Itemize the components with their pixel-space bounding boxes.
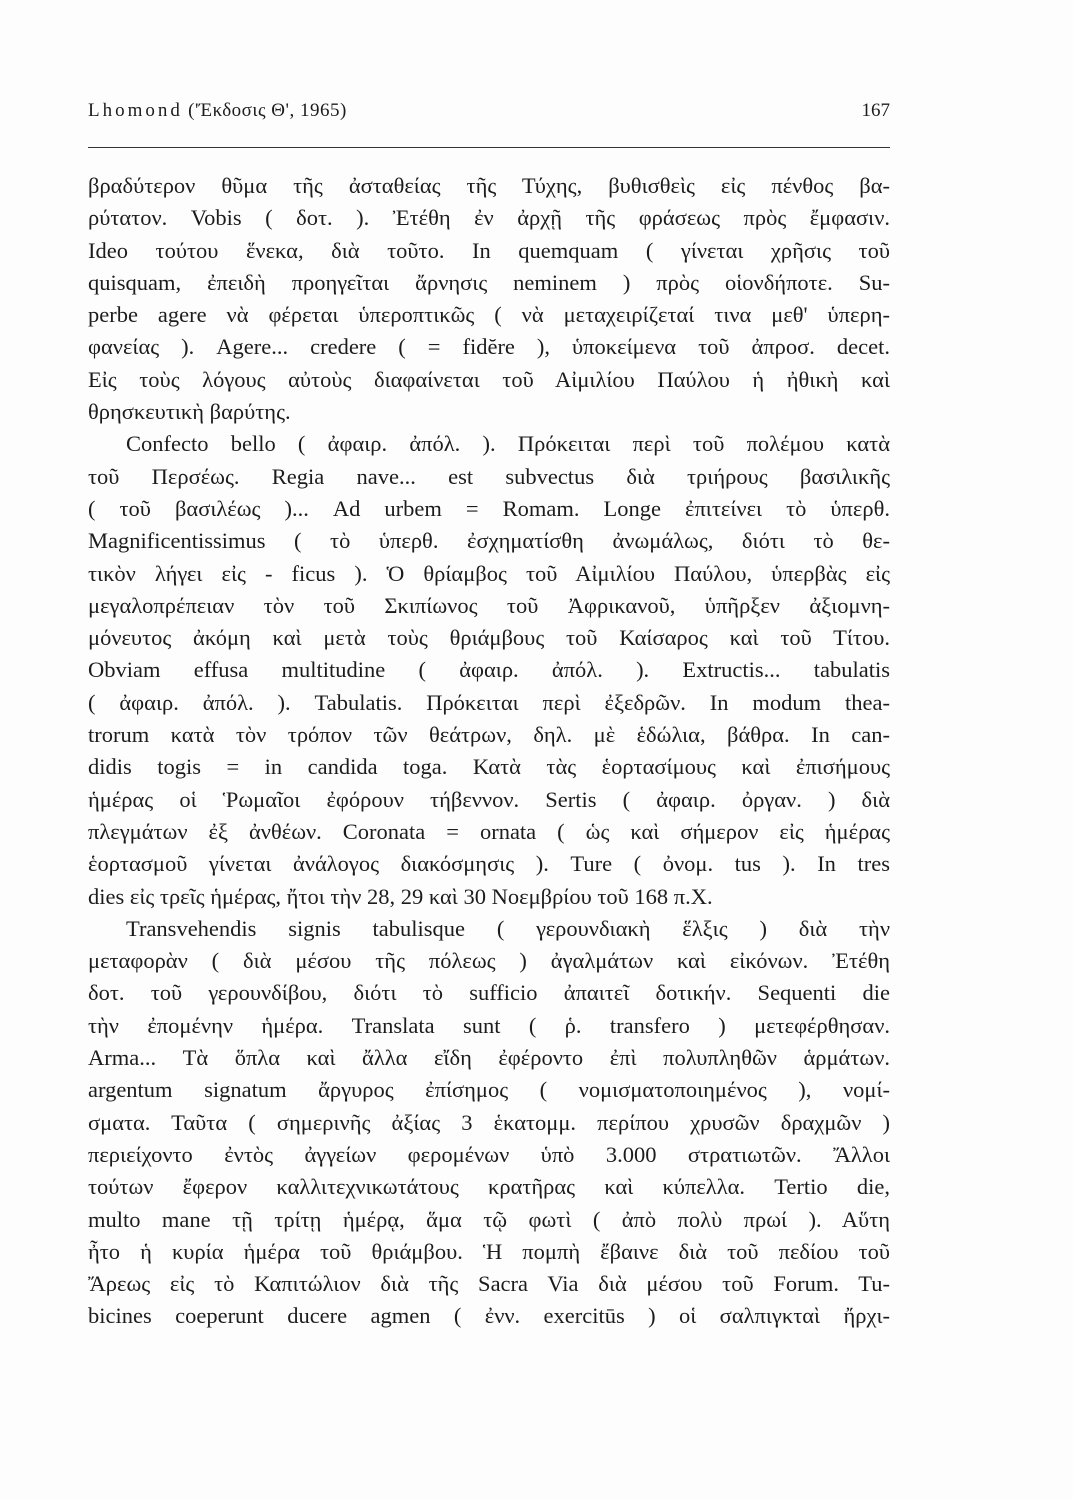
text-line: Arma... Τὰ ὅπλα καὶ ἄλλα εἴδη ἐφέροντο ἐπὶ πολυπληθῶν ἁρμάτων. [88,1045,890,1071]
running-head-author: Lhomond [88,100,183,121]
text-line: quisquam, ἐπειδὴ προηγεῖται ἄρνησις neminem ) πρὸς οἱονδήποτε. Su- [88,269,890,295]
text-line: ( τοῦ βασιλέως )... Ad urbem = Romam. Longe ἐπιτείνει τὸ ὑπερθ. [88,495,890,521]
running-head [88,100,347,122]
text-line: trorum κατὰ τὸν τρόπον τῶν θεάτρων, δηλ. μὲ ἑδώλια, βάθρα. In can- [88,722,890,748]
text-line: ( ἀφαιρ. ἀπόλ. ). Tabulatis. Πρόκειται περὶ ἐξεδρῶν. In modum thea- [88,689,890,715]
text-line: ἡμέρας οἱ Ῥωμαῖοι ἐφόρουν τήβεννον. Sertis ( ἀφαιρ. ὀργαν. ) διὰ [88,786,890,812]
header-rule [88,147,890,148]
running-head-edition: ('Έκδοσις Θ', 1965) [188,100,347,121]
text-line: ρύτατον. Vobis ( δοτ. ). Ἐτέθη ἐν ἀρχῇ τῆς φράσεως πρὸς ἔμφασιν. [88,205,890,231]
text-line: πλεγμάτων ἐξ ἀνθέων. Coronata = ornata ( ὡς καὶ σήμερον εἰς ἡμέρας [88,818,890,844]
text-line: Ἄρεως εἰς τὸ Καπιτώλιον διὰ τῆς Sacra Via διὰ μέσου τοῦ Forum. Tu- [88,1271,890,1297]
text-line: βραδύτερον θῦμα τῆς ἀσταθείας τῆς Τύχης, βυθισθεὶς εἰς πένθος βα- [88,173,890,198]
text-line: μόνευτος ἀκόμη καὶ μετὰ τοὺς θριάμβους τοῦ Καίσαρος καὶ τοῦ Τίτου. [88,625,890,651]
text-line: Εἰς τοὺς λόγους αὐτοὺς διαφαίνεται τοῦ Αἰμιλίου Παύλου ἡ ἠθικὴ καὶ [88,366,890,392]
text-line: bicines coeperunt ducere agmen ( ἐνν. exercitūs ) οἱ σαλπιγκταὶ ἤρχι- [88,1303,890,1329]
text-line-paragraph-end: dies εἰς τρεῖς ἡμέρας, ἤτοι τὴν 28, 29 καὶ 30 Νοεμβρίου τοῦ 168 π.Χ. [88,883,713,909]
text-line: perbe agere νὰ φέρεται ὑπεροπτικῶς ( νὰ μεταχειρίζεταί τινα μεθ' ὑπερη- [88,302,890,328]
page-number: 167 [861,100,890,121]
text-line: τὴν ἐπομένην ἡμέρα. Translata sunt ( ῥ. transfero ) μετεφέρθησαν. [88,1012,890,1038]
text-line: μεταφορὰν ( διὰ μέσου τῆς πόλεως ) ἀγαλμάτων καὶ εἰκόνων. Ἐτέθη [88,948,890,974]
text-line-paragraph-end: θρησκευτικὴ βαρύτης. [88,399,291,425]
text-line: ἦτο ἡ κυρία ἡμέρα τοῦ θριάμβου. Ἡ πομπὴ ἔβαινε διὰ τοῦ πεδίου τοῦ [88,1238,890,1264]
text-line: περιείχοντο ἐντὸς ἀγγείων φερομένων ὑπὸ 3.000 στρατιωτῶν. Ἄλλοι [88,1141,890,1167]
page-header [88,100,890,132]
text-line: τικὸν λήγει εἰς - ficus ). Ὁ θρίαμβος τοῦ Αἰμιλίου Παύλου, ὑπερβὰς εἰς [88,560,890,586]
text-line: multo mane τῇ τρίτῃ ἡμέρᾳ, ἅμα τῷ φωτὶ ( ἀπὸ πολὺ πρωί ). Αὕτη [88,1206,890,1232]
text-line: δοτ. τοῦ γερουνδίβου, διότι τὸ sufficio ἀπαιτεῖ δοτικήν. Sequenti die [88,980,890,1006]
text-line: τοῦ Περσέως. Regia nave... est subvectus διὰ τριήρους βασιλικῆς [88,463,890,489]
text-line: τούτων ἔφερον καλλιτεχνικωτάτους κρατῆρας καὶ κύπελλα. Tertio die, [88,1174,890,1200]
text-line: didis togis = in candida toga. Κατὰ τὰς ἑορτασίμους καὶ ἐπισήμους [88,754,890,780]
text-line: Obviam effusa multitudine ( ἀφαιρ. ἀπόλ. ). Extructis... tabulatis [88,657,890,683]
text-line: Magnificentissimus ( τὸ ὑπερθ. ἐσχηματίσθη ἀνωμάλως, διότι τὸ θε- [88,528,890,554]
text-line-paragraph-start: Transvehendis signis tabulisque ( γερουνδιακὴ ἕλξις ) διὰ τὴν [126,915,890,941]
text-line: μεγαλοπρέπειαν τὸν τοῦ Σκιπίωνος τοῦ Ἀφρικανοῦ, ὑπῆρξεν ἀξιομνη- [88,592,890,618]
text-line: σματα. Ταῦτα ( σημερινῆς ἀξίας 3 ἑκατομμ. περίπου χρυσῶν δραχμῶν ) [88,1109,890,1135]
text-line: Ideo τούτου ἕνεκα, διὰ τοῦτο. In quemquam ( γίνεται χρῆσις τοῦ [88,237,890,263]
text-line: argentum signatum ἄργυρος ἐπίσημος ( νομισματοποιημένος ), νομί- [88,1077,890,1103]
body-text [88,170,890,1333]
text-line-paragraph-start: Confecto bello ( ἀφαιρ. ἀπόλ. ). Πρόκειται περὶ τοῦ πολέμου κατὰ [126,431,890,457]
text-line: ἑορτασμοῦ γίνεται ἀνάλογος διακόσμησις ). Ture ( ὀνομ. tus ). In tres [88,851,890,877]
text-line: φανείας ). Agere... credere ( = fidĕre ), ὑποκείμενα τοῦ ἀπροσ. decet. [88,334,890,360]
